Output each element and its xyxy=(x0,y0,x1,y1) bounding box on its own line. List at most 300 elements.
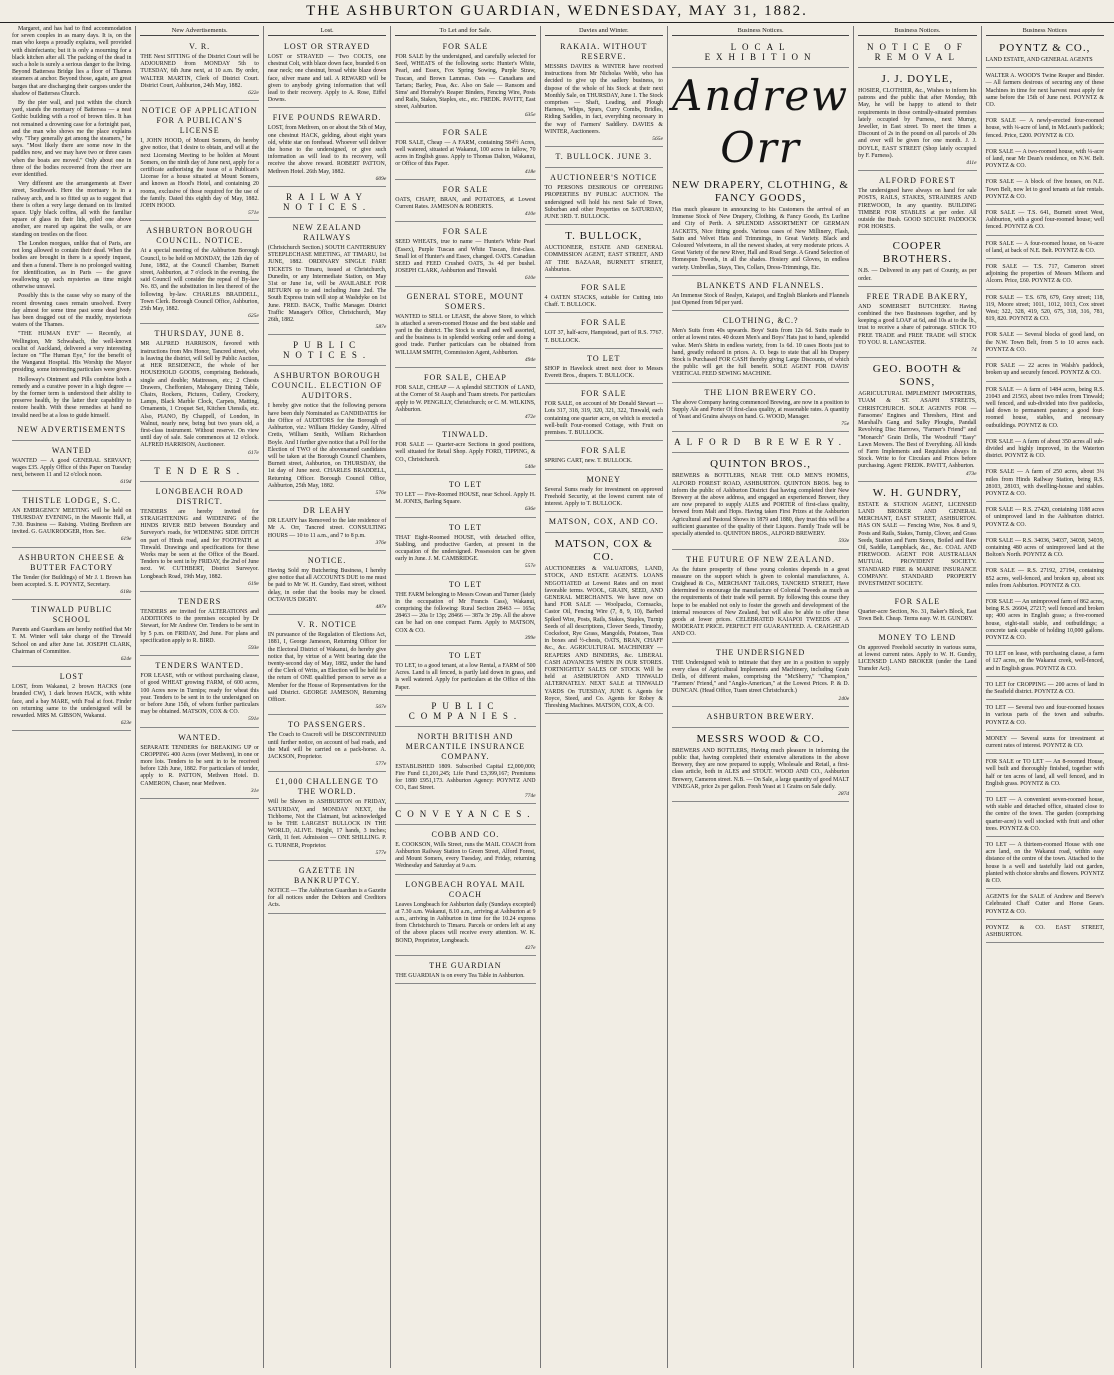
ad-reference-code: 494e xyxy=(524,356,536,363)
ad-title: COBB AND CO. xyxy=(431,829,500,839)
advertisement xyxy=(858,360,976,481)
andrew-orr-script-logo: Andrew Orr xyxy=(671,71,850,172)
ad-title: WANTED xyxy=(51,445,92,455)
ad-body: AGENTS for the SALE of Andrew and Beeve's Celebrated Chaff Cutter and Horse Gears. POYNTZ & CO. xyxy=(985,894,1104,915)
ad-body: MESSRS DAVIES & WINTER have received instructions from Mr Nicholas Webb, who has decided to give up the sadlery business, to dispose of the whole of his Stock at their next Monthly Sale, on THURSDAY, June 1. The Stock comprises — Shaft, Leading, and Plough Harness, Whips, Spurs, Curry Combs, Bridles, Riding Saddles, in fact, everything necessary in the way of Farmers' Saddlery. DAVIES & WINTER, Auctioneers. xyxy=(544,64,663,135)
ad-body: DR LEAHY has Removed to the late residence of Mr A. Orr, Tancred street. CONSULTING HOURS — 10 to 11 a.m., and 7 to 8 p.m. xyxy=(267,518,387,539)
advertisement xyxy=(858,39,976,68)
advertisement xyxy=(12,422,131,441)
ad-title: FOR SALE xyxy=(580,318,627,328)
ad-body: FOR SALE — R.S. 27420, containing 1188 acres of unimproved land in the Ashburton district. POYNTZ & CO. xyxy=(985,507,1104,528)
ad-title: TINWALD PUBLIC SCHOOL xyxy=(31,605,113,625)
ad-body: AN EMERGENCY MEETING will be held on THURSDAY EVENING, in the Masonic Hall, at 7.30. Business — Raising. Visiting Brethren are invited. G. GAUKRODGER, Hon. Sec. xyxy=(12,507,132,536)
advertisement xyxy=(140,223,258,324)
advertisement xyxy=(395,520,535,575)
advertisement xyxy=(395,39,535,123)
advertisement xyxy=(672,709,849,728)
ad-title: ASHBURTON BREWERY. xyxy=(706,711,815,721)
ad-body: I, JOHN HOOD, of Mount Somers, do hereby give notice, that I desire to obtain, and will at the next Licensing Meeting to be holden at Mount Somers, on the ninth day of June next, apply for a certificate authorising the issue of a Publican's License for a house situated at Mount Somers, and known as Hood's Hotel, and containing 20 rooms, exclusive of those required for the use of the family. Dated this eighth day of May, 1882. JOHN HOOD. xyxy=(140,138,259,210)
ad-title: TENDERS xyxy=(178,596,222,606)
ad-title: THURSDAY, JUNE 8. xyxy=(154,329,245,339)
ad-reference-code: 31e xyxy=(250,787,259,794)
ad-body: FOR SALE, Cheap — A FARM, containing 584½ Acres, well watered, situated at Wakanui, 100 acres in fallow, 70 acres in English grass. Apply to Thomas Dalton, Wakanui, or Office of this Paper. xyxy=(395,139,536,168)
advertisement xyxy=(268,717,386,772)
advertisement xyxy=(986,596,1104,646)
advertisement xyxy=(140,658,258,727)
advertisement xyxy=(545,535,663,714)
advertisement xyxy=(395,806,535,825)
ad-body: SEED WHEATS, true to name — Hunter's White Pearl (Essex), Purple Tuscan and White Tuscan, first-class. Small lot of Hunter's and Essex, changed. OATS. Canadian SEED and FEED Crushed OATS, 3s 4d per bushel. JOSEPH CLARK, Ashburton and Tinwald. xyxy=(395,239,536,275)
ad-body: FOR SALE by the undersigned, and carefully selected for Seed, WHEATS of the following sorts: Hunter's White, Pearl, and Essex, Fox Spring Sowing, Purple Straw, Tuscan, and Brown Lammas. Oats — Canadians and Tartars; Barley, Peas, &c. Also on Sale — Ransom and Sims' and Hornsby's Reaper Binders, Fencing Wire, Posts and Rails, Stakes, Staples, etc., etc. FREDK. PAVITT, East street, Ashburton. xyxy=(395,54,536,111)
ad-title: THE FUTURE OF NEW ZEALAND. xyxy=(686,554,835,564)
advertisement xyxy=(545,472,663,513)
advertisement xyxy=(986,207,1104,236)
advertisement xyxy=(395,477,535,518)
ad-body: At a special meeting of the Ashburton Borough Council, to be held on MONDAY, the 12th day of June, 1882, at the Council Chamber, Burnett street, Ashburton, at 7 o'clock in the evening, the said Council will consider the repeal of By-law No. 83, and the substitution in lieu thereof of the following by-law. CHARLES BRADDELL, Town Clerk. Borough Council Office, Ashburton, 25th May, 1882. xyxy=(140,248,259,313)
column-8 xyxy=(981,26,1108,1368)
ad-title: ALFORD BREWERY. xyxy=(674,437,847,448)
ad-title: LONGBEACH ROAD DISTRICT. xyxy=(155,486,244,506)
ad-title: NEW DRAPERY, CLOTHING, & FANCY GOODS, xyxy=(672,179,849,204)
ad-body: THE GUARDIAN is on every Tea Table in Ashburton. xyxy=(395,973,525,980)
ad-body: The above Company having commenced Brewing, are now in a position to Supply Ale and Porter Of first-class quality, at reasonable rates. A quantity of Yeast and Grains always on hand. G. WOOD, Manager. xyxy=(671,399,850,421)
ad-title: GEO. BOOTH & SONS, xyxy=(872,363,962,389)
advertisement xyxy=(545,227,663,278)
advertisement xyxy=(986,733,1104,754)
ad-title: CONVEYANCES. xyxy=(395,808,536,819)
advertisement xyxy=(986,756,1104,792)
ad-reference-code: 418e xyxy=(524,168,536,175)
advertisement xyxy=(395,182,535,223)
ad-title: FREE TRADE BAKERY, xyxy=(866,291,969,301)
ad-body: LOST or STRAYED — Two COLTS, one chestnut Colt, with blaze down face, branded 6 on near neck; one chestnut, broad white blaze down face, silver mane and tail. A REWARD will be given to anybody giving information that will lead to their recovery. Apply to A. Rose, Eiffel Downs. xyxy=(267,54,387,104)
ad-reference-code: 635e xyxy=(524,111,536,118)
ad-body: Quarter-acre Section, No. 31, Baker's Block, East Town Belt. Cheap. Terms easy. W. H. GUNDRY. xyxy=(858,609,977,623)
advertisement xyxy=(986,146,1104,175)
ad-reference-code: 617e xyxy=(248,449,259,456)
ad-reference-code: 487e xyxy=(375,603,387,610)
ad-body: E. COOKSON, Wills Street, runs the MAIL COACH from Ashburton Railway Station to Green Street, Alford Forest, and Mount Somers, every Tuesday, and Friday, returning Wednesday and Saturday at 9 a.m. xyxy=(395,841,536,870)
ad-reference-code: 74 xyxy=(971,347,977,354)
ad-body: FOR SALE — R.S. 27192, 27194, containing 852 acres, well-fenced, and broken up, about six miles from Ashburton. POYNTZ & CO. xyxy=(985,568,1104,589)
advertisement xyxy=(672,645,849,707)
ad-reference-code: 609e xyxy=(375,175,387,182)
ad-body: LOT 37, half-acre, Hampstead, part of R.S. 7767. T. BULLOCK. xyxy=(544,330,663,344)
ad-title: COOPER BROTHERS. xyxy=(882,240,952,266)
advertisement xyxy=(140,594,258,656)
ad-body: WANTED to SELL or LEASE, the above Store, to which is attached a seven-roomed House and the best stable and yard in the district. The Stock is small and well assorted, and the business is in splendid working order and doing a good trade. Further particulars can be obtained from WILLIAM SMITH, Commission Agent, Ashburton. xyxy=(395,313,536,356)
column-heading: New Advertisements. xyxy=(140,26,258,36)
ad-reference-code: 427e xyxy=(524,944,536,951)
ad-title: LOST xyxy=(59,672,84,682)
ad-reference-code: 410e xyxy=(524,211,536,218)
ad-reference-code: 376e xyxy=(375,539,387,546)
advertisement xyxy=(12,443,131,491)
ad-reference-code: 587e xyxy=(375,324,387,331)
ad-body: BREWERS AND BOTTLERS, Having much pleasure in informing the public that, having completed their extensive alterations in the above Brewery, they are now prepared to supply, Wholesale and Retail, a first-class article, both in ALES and STOUT. WOOD AND CO., Ashburton Brewery, Cameron street. N.B. — On Sale, a large quantity of good MALT VINEGAR, price 2s per gallon. Fresh Yeast at 1 Grains on Sale daily. xyxy=(671,747,850,790)
column-heading: To Let and for Sale. xyxy=(395,26,535,36)
advertisement xyxy=(672,39,849,68)
ad-body: FOR SALE — A four-roomed house, on ¼-acre of land, at back of N.E. Belt. POYNTZ & CO. xyxy=(985,240,1104,254)
advertisement xyxy=(12,550,131,601)
ad-body: FOR SALE — A farm of about 350 acres all sub-divided and highly improved, in the Waterton district. POYNTZ & CO. xyxy=(985,438,1104,460)
ad-body: HOSIER, CLOTHIER, &c., Wishes to inform his patrons and the public that after Monday, 8th May, he will be happy to attend to their requirements in those centrally-situated premises lately occupied by Furness, next Murray, Jeweller, in East street. To meet the times a Discount of 2s in the pound on all parcels of 20s and over will be given for one month. J. J. DOYLE, EAST STREET (Shop lately occupied by F. Furness). xyxy=(858,88,977,159)
ad-title: ASHBURTON BOROUGH COUNCIL. ELECTION OF AUDITORS. xyxy=(271,371,383,401)
advertisement xyxy=(858,289,976,358)
ad-title: MESSRS WOOD & CO. xyxy=(696,732,825,745)
ad-body: TO LET — A convenient seven-roomed house, with stable and detached office, situated close to the centre of the town. The garden (comprising quarter-acre) is well stocked with fruit and other trees. POYNTZ & CO. xyxy=(985,797,1104,832)
ad-title: TO LET xyxy=(448,650,482,660)
ad-title: LONGBEACH ROYAL MAIL COACH xyxy=(405,879,526,899)
ad-title: THE LION BREWERY CO. xyxy=(704,387,817,397)
ad-body: TO LET for CROPPING — 200 acres of land in the Seafield district. POYNTZ & CO. xyxy=(985,681,1104,695)
ad-title: BLANKETS AND FLANNELS. xyxy=(696,280,825,290)
ad-body: TO LET, to a good tenant, at a low Rental, a FARM of 500 Acres. Land is all fenced, is partly laid down in grass, and is well watered. Apply for particulars at the Office of this Paper. xyxy=(395,662,536,691)
advertisement xyxy=(986,176,1104,205)
ad-reference-code: 593e xyxy=(838,538,850,545)
ad-title: FOR SALE xyxy=(442,42,489,51)
ad-title: CLOTHING, &C.? xyxy=(722,316,799,326)
advertisement xyxy=(672,176,849,276)
advertisement xyxy=(395,370,535,425)
advertisement xyxy=(268,368,386,501)
advertisement xyxy=(12,602,131,667)
advertisement xyxy=(672,313,849,382)
advertisement xyxy=(858,237,976,286)
ad-body: MONEY — Several sums for investment at current rates of interest. POYNTZ & CO. xyxy=(985,735,1104,750)
advertisement xyxy=(986,436,1104,465)
ad-body: (Christchurch Section.) SOUTH CANTERBURY STEEPLECHASE MEETING, AT TIMARU, 1st JUNE, 1882. ORDINARY SINGLE FARE TICKETS to Timaru, issued at Christchurch, Dunedin, or any Intermediate Station, on May 31st or June 1st, will be AVAILABLE FOR RETURN up to and including June 2nd. The South Express train will stop at Washdyke on 1st June. FRED. BACK, Traffic Manager. District Traffic Manager's Office, Christchurch, May 26th, 1882. xyxy=(267,245,387,324)
ad-body: Will be Shown in ASHBURTON on FRIDAY, SATURDAY, and MONDAY NEXT, the Tichborne, Not the Claimant, but acknowledged to be THE LARGEST BULLOCK IN THE WORLD, ALIVE. Height, 17 hands, 3 inches; Girth, 11 feet. Admission — ONE SHILLING. P. G. TURNER, Proprietor. xyxy=(267,799,387,849)
ad-reference-code: 540e xyxy=(524,463,536,470)
advertisement xyxy=(858,70,976,171)
ad-title: TO PASSENGERS. xyxy=(288,720,367,730)
ad-reference-code: 636e xyxy=(524,506,536,513)
advertisement xyxy=(545,443,663,469)
ad-title: RAILWAY NOTICES. xyxy=(282,192,372,213)
advertisement xyxy=(986,702,1104,731)
ad-reference-code: 576e xyxy=(375,489,387,496)
ad-reference-code: 75e xyxy=(841,421,850,428)
ad-title: FOR SALE xyxy=(442,127,489,137)
column-1 xyxy=(8,26,135,1368)
advertisement xyxy=(268,774,386,861)
advertisement xyxy=(268,337,386,366)
ad-reference-code: 624e xyxy=(120,656,132,663)
advertisement xyxy=(12,669,131,731)
ad-body: AUCTIONEERS & VALUATORS, LAND, STOCK, AND ESTATE AGENTS. LOANS NEGOTIATED at Lowest Rates and on most favorable terms. WOOL, GRAIN, SEED, AND GENERAL MERCHANTS. We have now on hand FOR SALE — Woolpacks, Cornsacks, Castor Oil, Fencing Wire (7, 8, 9, 10), Barbed Spiked Wire, Posts, Rails, Stakes, Staples, Turnip Seeds of all descriptions, Clover Seeds, Timothy, Cocksfoot, Rye Grass, Mangolds, Potatoes, Teas in boxes and ½-chests, OATS, BRAN, CHAFF &c., &c. AGRICULTURAL MACHINERY — REAPERS AND BINDERS, &c. LIBERAL CASH ADVANCES WHEN IN OUR STORES. FORTNIGHTLY SALES OF STOCK Will be held at ASHBURTON AND TINWALD ALTERNATELY. NEXT SALE at TINWALD YARDS On TUESDAY, JUNE 6. Agents for Royce, Steed, and Co. Agents for Robey & Threshing Machines. MATSON, COX, & CO. xyxy=(544,566,663,709)
ad-body: Has much pleasure in announcing to his Customers the arrival of an Immense Stock of New Drapery, Clothing, & Fancy Goods, Ex Lurline and City of Perth. A SPLENDID ASSORTMENT OF GERMAN JACKETS, Nice fitting goods. Various cases of New Millinery, Flash, Satin and Velvet Hats and Trimmings, in Great Variety. Black and Coloured Velveteens, in all the newest shades, at very moderate prices. A Great Variety of the new River, Hall and Road Serge. A Grand Selection of Homespun Tweeds, in all the shades. Hosiery and Gloves, in endless variety. Umbrellas, Stays, Ties, Collars, Dress-Trimmings, Etc. xyxy=(671,207,850,271)
ad-title: POYNTZ & CO., xyxy=(999,42,1091,54)
article-paragraph: Possibly this is the cause why so many of the recent drowning cases remain unsolved. Every day almost for some time past some dead body has been dragged out of the muddy, mysterious waters of the Thames. xyxy=(12,293,132,329)
column-3 xyxy=(263,26,390,1368)
ad-body: SHOP in Havelock street next door to Messrs Everett Bros., drapers. T. BULLOCK. xyxy=(544,365,663,380)
ad-reference-code: 774e xyxy=(524,792,536,799)
ad-body: FOR SALE — A farm of 1484 acres, being R.S. 21043 and 21563, about two miles from Tinwald; well fenced, and sub-divided into five paddocks, laid down to permanent pasture; a good four-roomed house, stables, and necessary outbuildings. POYNTZ & CO. xyxy=(985,386,1104,429)
advertisement xyxy=(268,220,386,335)
ad-title: THISTLE LODGE, S.C. xyxy=(22,495,121,505)
ad-body: AND SOMERSET BUTCHERY. Having combined the two Businesses together, and by keeping a good LOAF at 6d, and 10s at to the lb., trust to receive a share of patronage. STICK TO FREE TRADE and FREE TRADE will STICK TO YOU. R. LANCASTER. xyxy=(858,303,977,346)
ad-body: ESTATE & STATION AGENT, LICENSED LAND BROKER AND GENERAL MERCHANT, EAST STREET, ASHBURTON. HAS ON SALE — Fencing Wire, Nos. 8 and 9, Posts and Rails, Stakes, Turnip, Clover, and Grass Seeds, Station and Farm Stores, Boiled and Raw Oil, Saddle, Lampblack, &c., &c. COAL AND FIREWOOD. AGENT FOR AUSTRALIAN MUTUAL PROVIDENT SOCIETY. STANDARD FIRE & MARINE INSURANCE COMPANY. STANDARD PROPERTY INVESTMENT SOCIETY. xyxy=(858,501,977,587)
ad-title: FOR SALE xyxy=(580,283,627,293)
advertisement xyxy=(395,125,535,180)
ad-title: PUBLIC COMPANIES. xyxy=(408,700,523,721)
ad-reference-code: 593e xyxy=(248,644,259,651)
ad-body: SPRING CART, new. T. BULLOCK. xyxy=(544,458,633,465)
ad-title: TO LET xyxy=(587,353,621,363)
ad-title: FOR SALE xyxy=(442,184,489,194)
ad-title: LOST OR STRAYED xyxy=(284,42,371,51)
advertisement xyxy=(986,329,1104,358)
advertisement xyxy=(986,115,1104,144)
advertisement xyxy=(986,839,1104,889)
ad-body: LAND ESTATE, AND GENERAL AGENTS xyxy=(985,57,1093,63)
advertisement xyxy=(986,922,1104,943)
ad-body: FOR SALE — Quarter-acre Sections in good positions, well situated for Retail Shop. Apply FORD, TIPPING, & CO., Christchurch. xyxy=(395,442,536,463)
advertisement xyxy=(986,504,1104,533)
ad-title: TENDERS. xyxy=(154,465,246,476)
ad-body: THE Next SITTING of the District Court will be ADJOURNED from MONDAY 5th to TUESDAY, 6th June next, at 10 a.m. By order, WALTER MARTIN, Clerk of District Court. District Court, Ashburton, 24th May, 1882. xyxy=(140,54,259,89)
ad-title: MATSON, COX, AND CO. xyxy=(548,517,659,527)
ad-title: ASHBURTON BOROUGH COUNCIL. NOTICE. xyxy=(146,226,254,246)
ad-title: GENERAL STORE, MOUNT SOMERS. xyxy=(406,291,525,311)
advertisement xyxy=(140,463,258,482)
ad-reference-code: 622e xyxy=(248,90,259,97)
advertisement xyxy=(395,648,535,696)
advertisement xyxy=(268,553,386,615)
ad-body: THE FARM belonging to Messrs Cowan and Turner (lately in the occupation of Mr Francis Cass), Wakanui, comprising the following: Rural Section 28463 — 165a; 28463 — 20a 1r 13p; 28466 — 387a 3r 29p. All the above can be had on one compact Farm. Apply to MATSON, COX & CO. xyxy=(395,591,536,634)
advertisement xyxy=(545,170,663,225)
ad-body: TO LET — A thirteen-roomed House with one acre land, on the Wakanui road, within easy distance of the centre of the town. Attached to the house is a well and tastefully laid out garden, planted with choice shrubs and flowers. POYNTZ & CO. xyxy=(985,842,1104,885)
advertisement xyxy=(545,514,663,533)
advertisement xyxy=(545,39,663,147)
ad-body: TO LET — Five-Roomed HOUSE, near School. Apply H. M. JONES, Barling Square. xyxy=(395,491,536,506)
advertisement xyxy=(986,794,1104,837)
ad-body: 4 OATEN STACKS, suitable for Cutting into Chaff. T. BULLOCK. xyxy=(544,295,663,309)
advertisement xyxy=(986,648,1104,677)
ad-body: AGRICULTURAL IMPLEMENT IMPORTERS, TUAM & ST. ASAPH STREETS, CHRISTCHURCH. SOLE AGENTS FOR — Fansomes' Engines and Threshers, Hirst and Marshall's Gang and Sulky Ploughs, Pandall Revolving Disc Harrows, "Farmer's Friend" and "Monarch" Grain Drills, The Woodruff "Easy" Lawn Mowers. The Best of Everything. All kinds of Farm Implements and Requisites always in Stock. Write to for Circulars and Prices before purchasing. Agent: FREDK. PAVITT, Ashburton. xyxy=(858,391,977,470)
advertisement xyxy=(268,863,386,914)
ad-body: On approved Freehold security in various sums, at lowest current rates. Apply to W. H. Gundry, LICENSED LAND BROKER (under the Land Transfer Act). xyxy=(858,644,977,673)
ad-body: AUCTIONEER, ESTATE AND GENERAL COMMISSION AGENT, EAST STREET, AND AT THE BAZAAR, BURNETT STREET, Ashburton. xyxy=(544,245,663,273)
ad-title: GAZETTE IN BANKRUPTCY. xyxy=(293,866,361,886)
ad-reference-code: 619d xyxy=(120,479,132,486)
advertisement xyxy=(395,577,535,646)
ad-reference-code: 557e xyxy=(524,563,536,570)
advertisement xyxy=(395,827,535,875)
ad-body: The Tender (for Buildings) of Mr J. I. Brown has been accepted. S. E. POYNTZ, Secretary. xyxy=(12,574,132,588)
news-article xyxy=(12,26,131,329)
newspaper-title: THE ASHBURTON GUARDIAN, WEDNESDAY, MAY 31, 1882. xyxy=(306,3,808,19)
advertisement xyxy=(268,503,386,551)
ad-reference-code: 473e xyxy=(965,470,977,477)
ad-body: TO LET on lease, with purchasing clause, a farm of 127 acres, on the Wakanui creek, well-fenced, and in English grass. POYNTZ & CO. xyxy=(985,651,1104,672)
ad-title: FOR SALE xyxy=(580,446,627,456)
ad-body: WALTER A. WOOD'S Twine Reaper and Binder. — All farmers desirous of securing any of these Machines in time for next harvest must apply for same before the 15th of June next. POYNTZ & CO. xyxy=(985,73,1104,109)
ad-body: I hereby give notice that the following persons have been duly Nominated as CANDIDATES for the Office of AUDITORS for the Borough of Ashburton, viz.: William Hickley Gundry, Alfred Cretis, William Smith, William Richardson Boyle. And I further give notice that a Poll for the Election of TWO of the abovenamed candidates will be taken at the Borough Council Chambers, Burnett street, Ashburton, on THURSDAY, the 1st day of June next. CHARLES BRADDELL, Returning Officer. Borough Council Office, Ashburton, 25th May, 1882. xyxy=(267,403,387,489)
advertisement xyxy=(672,455,849,549)
ad-body: FOR SALE — R.S. 34036, 34037, 34038, 34039, containing 480 acres of unimproved land at the Bolton's North. POYNTZ & CO. xyxy=(985,537,1104,559)
ad-title: V. R. xyxy=(189,42,211,51)
ad-body: N.B. — Delivered in any part of County, as per order. xyxy=(858,268,977,282)
advertisement xyxy=(986,565,1104,594)
ad-body: Having Sold my Butchering Business, I hereby give notice that all ACCOUNTS DUE to me must be paid to Mr W. H. Gundry, East street, without delay, in order that the books may be closed. OCTAVIUS DIGBY. xyxy=(267,567,387,603)
column-heading: Business Notices xyxy=(986,26,1104,36)
advertisement xyxy=(140,484,258,592)
advertisement xyxy=(545,386,663,441)
ad-reference-code: 287d xyxy=(838,790,850,797)
ad-title: ALFORD FOREST xyxy=(878,176,956,186)
article-paragraph: "THE HUMAN EYE" — Recently, at Wellington, Mr Schwabach, the well-known oculist of Auckland, delivered a very interesting lecture on "The Human Eye," for the benefit of the Wanganui Hospital. His Worship the Mayor presiding, some interesting particulars were given. xyxy=(12,331,132,374)
ad-body: NOTICE — The Ashburton Guardian is a Gazette for all notices under the Debtors and Creditors Acts. xyxy=(267,888,387,909)
masthead xyxy=(0,0,1114,23)
advertisement xyxy=(545,351,663,384)
advertisement xyxy=(395,698,535,727)
advertisement xyxy=(395,877,535,956)
ad-reference-code: 619e xyxy=(248,580,259,587)
ad-reference-code: 619e xyxy=(120,536,132,543)
advertisement xyxy=(986,384,1104,434)
advertisement xyxy=(545,315,663,348)
advertisement xyxy=(672,730,849,802)
ad-title: MONEY xyxy=(586,474,621,484)
news-article xyxy=(12,331,131,419)
ad-title: MONEY TO LEND xyxy=(878,632,957,642)
ad-title: V. R. NOTICE xyxy=(297,620,357,630)
advertisement xyxy=(395,427,535,475)
ad-reference-code: 567e xyxy=(375,704,387,711)
ad-body: Leaves Longbeach for Ashburton daily (Sundays excepted) at 7.30 a.m. Wakanui, 8.10 a.m., arriving at Ashburton at 9 a.m., arriving in Ashburton in time for the 10.24 express from Christchurch to Timaru. Parcels or orders left at any of the above places will receive every attention. W. K. BOND, Proprietor, Longbeach. xyxy=(395,901,536,944)
ad-title: NORTH BRITISH AND MERCANTILE INSURANCE COMPANY. xyxy=(405,731,526,761)
advertisement xyxy=(268,617,386,715)
ad-body: FOR SALE — T.S. 678, 679, Grey street; 118, 119, Moore street; 1011, 1012, 1013, Cox street West; 322, 328, 419, 520, 675, 318, 316, 781, 819, 820. POYNTZ & CO. xyxy=(985,294,1104,323)
advertisement xyxy=(672,552,849,643)
article-paragraph: By the pier wall, and just within the church yard, stands the mortuary of Battersea — a neat Gothic building with a roof of brown tiles. It has not remained a drowning case for a fortnight past, and the man who shows me the place explains why. "They generally get among the steamers," he says. "Most likely there are some now in the paddles now, and we may have two or three cases when the boats are moved." Only about one in three of the bodies recovered from the river are ever identified. xyxy=(12,100,132,179)
newspaper-columns xyxy=(8,26,1108,1368)
ad-body: TO LET — Several two and four-roomed houses in various parts of the town and suburbs. POYNTZ & CO. xyxy=(985,705,1104,726)
advertisement xyxy=(858,173,976,235)
advertisement xyxy=(268,189,386,218)
advertisement xyxy=(545,149,663,168)
ad-body: LOST, from Wakanui, 2 brown HACKS (one branded CW), 1 dark brown HACK, with white face, and a bay MARE, with Foal at foot. Finder on returning same to the undersigned will be rewarded. MRS M. GIBSON, Wakanui. xyxy=(12,684,132,720)
ad-body: FOR SALE — 22 acres in Walsh's paddock, broken up and securely fenced. POYNTZ & CO. xyxy=(985,363,1104,377)
advertisement xyxy=(140,730,258,799)
ad-body: FOR SALE, CHEAP — A splendid SECTION of LAND, at the Corner of St Asaph and Tuam streets. For particulars apply to W. PENGILLY, Christchurch; or C. M. WILKINS, Ashburton. xyxy=(395,385,536,413)
advertisement xyxy=(986,891,1104,920)
ad-reference-code: 623e xyxy=(120,720,132,727)
ad-reference-code: 472e xyxy=(524,413,536,420)
advertisement xyxy=(395,958,535,984)
ad-body: OATS, CHAFF, BRAN, and POTATOES, at Lowest Current Rates. JAMESON & ROBERTS. xyxy=(395,196,536,211)
advertisement xyxy=(986,466,1104,502)
ad-title: FOR SALE xyxy=(442,227,489,237)
ad-title: DR LEAHY xyxy=(302,506,352,516)
column-6 xyxy=(667,26,853,1368)
ad-title: RAKAIA. WITHOUT RESERVE. xyxy=(560,42,648,61)
ad-body: BREWERS & BOTTLERS, NEAR THE OLD MEN'S HOMES, ALFORD FOREST ROAD, ASHBURTON. QUINTON BROS. beg to inform the public of Ashburton District that having completed their New Brewery at the above address, and engaged an experienced Brewer, they are now prepared to supply ALES and PORTER of first-class quality, brewed from Malt and Hops. Having taken First Prizes at the Ashburton Agricultural and Pastoral Shows in 1879 and 1880, they trust this will be a sufficient guarantee of the quality of their Liquors. Family Trade will be specially attended to. QUINTON BROS., ALFORD BREWERY. xyxy=(671,473,850,538)
ad-body: LOST, from Methven, on or about the 5th of May, one chestnut HACK, gelding, about eight years old, white star on forehead. Whoever will deliver the horse to the undersigned, or give such information as will lead to its recovery, will receive the above reward. ROBERT PATTON, Methven Hotel. 26th May, 1882. xyxy=(267,125,387,175)
ad-title: T. BULLOCK. JUNE 3. xyxy=(555,152,653,162)
article-paragraph: Very different are the arrangements at Ewer street, Southwark. Here the mortuary is in a railway arch, and is so fitted up as to suggest that there is often a very large demand on its limited space. Ugly black coffins, all with the familiar square of glass in their lids, piled one above another, are reared up against the walls, or are standing on trestles on the floor. xyxy=(12,181,132,238)
ad-reference-code: 610e xyxy=(524,275,536,282)
advertisement xyxy=(986,238,1104,259)
ad-title: NOTICE. xyxy=(307,555,347,565)
article-paragraph: Margaret, and has had to find accommodation for seven couples in as many days. It is, on the man who keeps a proudly explains, well provided with disinfectants; but it is only a mourning for a black kitchen after all. The packing of the dead in such a hole is surely a serious danger to the living. Beyond Battersea Bridge lies a floor of Thames steamers at anchor. Beyond those, again, are great barges that are discharging their cargoes under the shadow of Battersea Church. xyxy=(12,26,132,97)
ad-body: WANTED — A good GENERAL SERVANT; wages £35. Apply Office of this Paper on Tuesday next, between 11 and 12 o'clock noon. xyxy=(12,457,132,479)
ad-body: THAT Eight-Roomed HOUSE, with detached office, Stabling, and productive Garden, at present in the occupation of the undersigned. Possession can be given early in June. J. M. CAMBRIDGE. xyxy=(395,534,536,563)
ad-reference-code: 399e xyxy=(524,634,536,641)
ad-body: FOR SALE — A farm of 250 acres, about 3¼ miles from Hinds Railway Station, being R.S. 28103, 28103, with dwelling-house and stables. POYNTZ & CO. xyxy=(985,469,1104,497)
ad-body: Parents and Guardians are hereby notified that Mr T. M. Winter will take charge of the Tinwald School on and after June 1st. JOSEPH CLARK, Chairman of Committee. xyxy=(12,627,132,655)
advertisement xyxy=(858,484,976,592)
advertisement xyxy=(395,729,535,804)
ad-title: TO LET xyxy=(448,479,482,489)
ad-reference-code: 591e xyxy=(248,716,259,723)
ad-title: LOCAL EXHIBITION xyxy=(704,42,817,62)
ad-title: FIVE POUNDS REWARD. xyxy=(272,113,382,123)
article-paragraph: Holloway's Ointment and Pills combine both a remedy and a curative power in a high degree — by the former term is understood their ability to preserve health, by the latter their capability to restore health. With these remedies at hand no invalid need be at a loss to guide himself. xyxy=(12,376,132,419)
advertisement xyxy=(672,385,849,433)
ad-body: FOR SALE — A two-roomed house, with ¼-acre of land, near Mr Dean's residence, on N.W. Belt. POYNTZ & CO. xyxy=(985,148,1104,170)
ad-title: £1,000 CHALLENGE TO THE WORLD. xyxy=(275,777,379,797)
advertisement xyxy=(986,70,1104,113)
advertisement xyxy=(140,39,258,101)
article-paragraph: The London morgues, unlike that of Paris, are not long allowed to contain their dead. When the bodies are brought in there is a speedy inquest, and then a funeral. There is no prolonged waiting for identification, as in Paris — the grave swallowing up such mysteries as time might otherwise unravel. xyxy=(12,240,132,291)
ad-body: FOR SALE or TO LET — An 8-roomed House, well built and thoroughly finished, together with half or ten acres of land, all well fenced, and in English grass. POYNTZ & CO. xyxy=(985,759,1104,787)
ad-body: FOR SALE — Several blocks of good land, on the N.W. Town Belt, from 5 to 10 acres each. POYNTZ & CO. xyxy=(985,332,1104,353)
column-heading: Business Notices. xyxy=(672,26,849,36)
ad-body: As the future prosperity of these young colonies depends in a great measure on the support which is given to colonial manufactures, A. Craighead & Co., MERCHANT TAILORS, TANCRED STREET, Have determined to encourage the manufacture of Colonial Tweeds as much as the requirements of their trade will permit. By following this course they hope to be enabled not only to foster the growth and development of the internal resources of New Zealand, but will also be able to offer these goods at lower prices. CELEBRATED KAIAPOI TWEEDS AT A MODERATE PRICE. PERFECT FIT GUARANTEED. A. CRAIGHEAD AND CO. xyxy=(671,566,850,638)
advertisement xyxy=(268,39,386,108)
advertisement xyxy=(858,594,976,627)
ad-reference-code: 625e xyxy=(248,313,259,320)
advertisement xyxy=(986,360,1104,381)
ad-title: QUINTON BROS., xyxy=(710,458,811,471)
ad-title: AUCTIONEER'S NOTICE xyxy=(550,173,658,183)
advertisement xyxy=(986,39,1104,68)
ad-body: The undersigned have always on hand for sale POSTS, RAILS, STAKES, STRAINERS AND FIREWOOD, In any quantity. BUILDING TIMBER FOR STABLES at per order. All outside the Bush. GOOD SECURE PADDOCK FOR HORSES. xyxy=(858,188,977,231)
ad-body: IN pursuance of the Regulation of Elections Act, 1881, I, George Jameson, Returning Officer for the Electoral District of Wakanui, do hereby give notice that, by virtue of a Writ bearing date the twenty-second day of May, 1882, under the hand of the Clerk of Writs, an Election will be held for the return of ONE qualified person to serve as a Member for the House of Representatives for the said District. GEORGE JAMESON, Returning Officer. xyxy=(267,632,387,703)
ad-body: TO PERSONS DESIROUS OF OFFERING PROPERTIES BY PUBLIC AUCTION. The undersigned will hold his next Sale of Town, Suburban and other Properties on SATURDAY, JUNE 3RD. T. BULLOCK. xyxy=(544,185,663,221)
ad-body: FOR SALE, on account of Mr Donald Stewart — Lots 317, 318, 319, 320, 321, 322, Tinwald, each containing one quarter acre, on which is erected a well-built Four-roomed Cottage, with Fruit on premises. T. BULLOCK. xyxy=(544,401,663,437)
ad-reference-code: 565e xyxy=(652,136,663,143)
advertisement xyxy=(12,493,131,548)
ad-title: FOR SALE xyxy=(580,389,627,399)
column-2 xyxy=(135,26,262,1368)
ad-title: TENDERS WANTED. xyxy=(155,661,244,671)
ad-body: FOR SALE — T.S. 641, Burnett street West, Ashburton, with a good four-roomed house; well fenced. POYNTZ & CO. xyxy=(985,210,1104,231)
ad-title: THE GUARDIAN xyxy=(429,961,502,971)
ad-body: FOR SALE — A newly-erected four-roomed house, with ¼-acre of land, in McLean's paddock; fenced. Price, £200. POYNTZ & CO. xyxy=(985,118,1104,139)
ad-title: PUBLIC NOTICES. xyxy=(282,340,372,361)
ad-body: ESTABLISHED 1809. Subscribed Capital £2,000,000; Fire Fund £1,201,245; Life Fund £3,399,167; Premiums for 1880 £951,173. Ashburton Agency: POYNTZ AND CO., East Street. xyxy=(395,763,536,792)
advertisement xyxy=(986,679,1104,700)
ad-body: THE Undersigned wish to intimate that they are in a position to supply every class of Agricultural Implements and Machinery, including Grain Drills, of different makes, comprising the "McSherry," "Champion," "Farmers' Friend," and "Anglo-American," at the Lowest Prices. P. & D. DUNCAN. (Head Office, Tuam street Christchurch.) xyxy=(671,659,850,695)
advertisement xyxy=(858,630,976,678)
advertisement xyxy=(395,224,535,286)
ad-body: FOR SALE — A block of five houses, on N.E. Town Belt, now let to good tenants at fair rentals. POYNTZ & CO. xyxy=(985,179,1104,200)
ad-reference-code: 571e xyxy=(248,210,259,217)
ad-title: J. J. DOYLE, xyxy=(881,73,954,85)
advertisement xyxy=(140,326,258,460)
ad-title: NOTICE OF REMOVAL xyxy=(866,42,968,62)
column-heading: Davies and Winter. xyxy=(545,26,663,36)
ad-body: Several Sums ready for investment on approved Freehold Security, at the lowest current rate of interest. Apply to T. BULLOCK. xyxy=(544,486,663,507)
ad-body: FOR SALE — An unimproved farm of 862 acres, being R.S. 26604, 27217; well fenced and broken up; 400 acres in English grass; a five-roomed house, eight-stall stable, and outbuildings; a concrete tank capable of holding 10,000 gallons. POYNTZ & CO. xyxy=(985,598,1104,641)
advertisement xyxy=(268,110,386,187)
ad-body: SEPARATE TENDERS for BREAKING UP or CROPPING 400 Acres (over Methven), in one or more lots. Tenders to be sent in to be received before 12th June, 1882. For particulars of tender, apply to R. PATTON, Methven Hotel. D. CAMERON, Chaser, near Methven. xyxy=(140,744,259,787)
ad-body: FOR SALE — T.S. 717, Cameron street adjoining the properties of Messrs Milsom and Alcorn. Price, £60. POYNTZ & CO. xyxy=(985,264,1104,285)
